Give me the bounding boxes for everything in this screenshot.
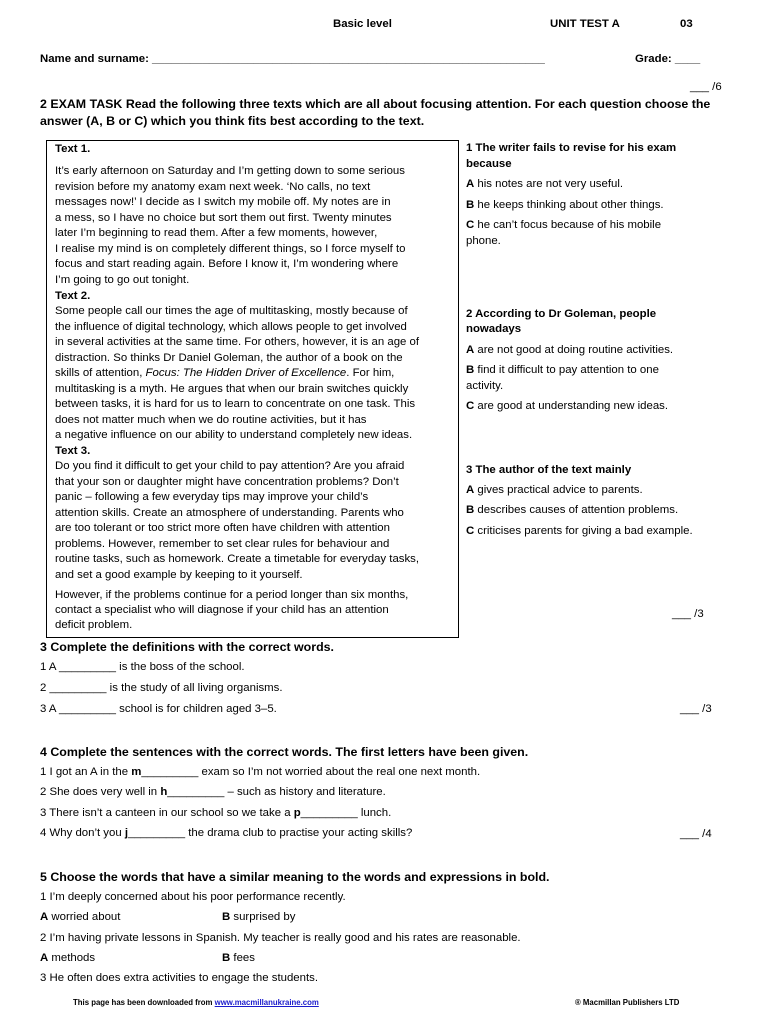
q3-stem: 3 The author of the text mainly (466, 464, 632, 476)
task5-q1: 1 I’m deeply concerned about his poor performance recently. (40, 891, 346, 903)
option-letter: A (40, 911, 49, 923)
text1-title: Text 1. (55, 143, 91, 155)
option-text: he can’t focus because of his mobile (474, 219, 662, 231)
q3-option-b[interactable] (466, 505, 678, 516)
item-text: _________ – such as history and literature. (167, 786, 386, 798)
option-text: worried about (48, 911, 121, 923)
text2-line: a negative influence on our ability to understand completely new ideas. (55, 429, 413, 441)
task5-q2-option-a[interactable] (40, 953, 95, 964)
option-text: describes causes of attention problems. (474, 504, 679, 516)
text2-line: does not matter much when we do routine activities, but it has (55, 414, 367, 426)
task5-q2-option-b[interactable] (222, 953, 255, 964)
text3-line: and set a good example by keeping to it yourself. (55, 569, 303, 581)
text1-line: later I’m beginning to read them. After a few moments, however, (55, 227, 378, 239)
q3-option-a[interactable] (466, 485, 643, 496)
name-field[interactable]: Name and surname: ______________________________________________________________ (40, 53, 545, 65)
option-text: are not good at doing routine activities. (474, 344, 674, 356)
option-text: are good at understanding new ideas. (474, 400, 669, 412)
task4-item[interactable] (40, 787, 386, 798)
option-letter: B (466, 364, 475, 376)
text1-line: I realise my mind is on completely different things, so I force myself to (55, 243, 406, 255)
text1-line: messages now!’ I decide as I switch my mobile off. My notes are in (55, 196, 391, 208)
text3-title: Text 3. (55, 445, 91, 457)
task4-score: ___ /4 (680, 828, 712, 840)
test-label: UNIT TEST A (550, 18, 620, 30)
option-letter: A (40, 952, 49, 964)
option-text: surprised by (230, 911, 296, 923)
text1-line: It’s early afternoon on Saturday and I’m getting down to some serious (55, 165, 405, 177)
q2-stem-line2: nowadays (466, 323, 522, 335)
text3-line: panic – following a few everyday tips may improve your child’s (55, 491, 369, 503)
q1-option-c[interactable] (466, 220, 661, 231)
task5-q1-option-b[interactable] (222, 912, 295, 923)
text2-line: in several activities at the same time. For others, however, it is an age of (55, 336, 420, 348)
text3-line: that your son or daughter might have concentration problems? Don’t (55, 476, 399, 488)
option-letter: B (222, 952, 231, 964)
text1-line: focus and start reading again. Before I know it, I’m wondering where (55, 258, 399, 270)
footer-link[interactable]: www.macmillanukraine.com (214, 998, 319, 1007)
option-text: his notes are not very useful. (474, 178, 624, 190)
test-number: 03 (680, 18, 693, 30)
q1-option-c-line2: phone. (466, 235, 501, 247)
text3-line: Do you find it difficult to get your child to pay attention? Are you afraid (55, 460, 405, 472)
footer-download (73, 999, 319, 1007)
text3-line: problems. However, remember to set clear rules for behaviour and (55, 538, 390, 550)
text2-line: multitasking is a myth. He argues that when our brain switches quickly (55, 383, 409, 395)
task5-q2: 2 I’m having private lessons in Spanish. My teacher is really good and his rates are reasonable. (40, 932, 521, 944)
item-text: _________ exam so I’m not worried about the real one next month. (141, 766, 481, 778)
task5-q3: 3 He often does extra activities to engage the students. (40, 972, 318, 984)
text2-line: Some people call our times the age of multitasking, mostly because of (55, 305, 408, 317)
text3-line: routine tasks, such as homework. Create a timetable for everyday tasks, (55, 553, 420, 565)
text1-line: revision before my anatomy exam next week. ‘No calls, no text (55, 181, 371, 193)
footer-download-text: This page has been downloaded from (73, 998, 215, 1007)
item-text: 1 I got an A in the (40, 766, 132, 778)
q1-stem-line2: because (466, 158, 512, 170)
text3-line: attention skills. Create an atmosphere of understanding. Parents who (55, 507, 404, 519)
score-top: ___ /6 (690, 81, 722, 93)
task3-item[interactable]: 2 _________ is the study of all living organisms. (40, 682, 283, 694)
item-text: _________ the drama club to practise your acting skills? (128, 827, 413, 839)
task3-score: ___ /3 (680, 703, 712, 715)
text3-line: are too tolerant or too strict more often have children with attention (55, 522, 390, 534)
text2-title: Text 2. (55, 290, 91, 302)
option-letter: B (222, 911, 231, 923)
task3-instruction: 3 Complete the definitions with the correct words. (40, 640, 334, 654)
option-letter: B (466, 199, 475, 211)
task2-instruction: 2 EXAM TASK Read the following three texts which are all about focusing attention. For each question choose the (40, 97, 711, 111)
text2-line: distraction. So thinks Dr Daniel Goleman, the author of a book on the (55, 352, 403, 364)
text2-line-start: skills of attention, (55, 367, 146, 379)
item-text: 4 Why don’t you (40, 827, 125, 839)
q2-option-a[interactable] (466, 345, 673, 356)
reading-passage-box (46, 140, 459, 638)
first-letter: h (160, 786, 168, 798)
q2-option-b[interactable] (466, 365, 659, 376)
text3-line: However, if the problems continue for a period longer than six months, (55, 589, 409, 601)
first-letter: j (124, 827, 129, 839)
first-letter: p (293, 807, 301, 819)
footer-copyright: ® Macmillan Publishers LTD (575, 998, 680, 1007)
option-text: criticises parents for giving a bad example. (474, 525, 693, 537)
q2-option-b-line2: activity. (466, 380, 504, 392)
text2-line: the influence of digital technology, which allows people to get involved (55, 321, 407, 333)
q1-option-b[interactable] (466, 200, 664, 211)
option-text: find it difficult to pay attention to one (474, 364, 659, 376)
task3-item[interactable]: 1 A _________ is the boss of the school. (40, 661, 245, 673)
task3-item[interactable]: 3 A _________ school is for children aged 3–5. (40, 703, 277, 715)
option-letter: A (466, 484, 475, 496)
book-title: Focus: The Hidden Driver of Excellence (145, 367, 347, 379)
option-letter: C (466, 525, 475, 537)
option-letter: A (466, 178, 475, 190)
q2-option-c[interactable] (466, 401, 668, 412)
grade-field[interactable]: Grade: ____ (635, 53, 701, 65)
text2-line-end: . For him, (346, 367, 395, 379)
first-letter: m (131, 766, 142, 778)
option-letter: C (466, 219, 475, 231)
text2-line-with-book-title (55, 368, 394, 379)
level-label: Basic level (333, 18, 392, 30)
item-text: 3 There isn’t a canteen in our school so we take a (40, 807, 294, 819)
task4-item[interactable] (40, 808, 391, 819)
option-text: he keeps thinking about other things. (474, 199, 664, 211)
task4-instruction: 4 Complete the sentences with the correct words. The first letters have been given. (40, 745, 529, 759)
q1-stem: 1 The writer fails to revise for his exam (466, 142, 677, 154)
task4-item[interactable] (40, 828, 412, 839)
text3-line: contact a specialist who will diagnose if your child has an attention (55, 604, 389, 616)
text1-line: I’m going to go out tonight. (55, 274, 190, 286)
option-text: gives practical advice to parents. (474, 484, 643, 496)
option-letter: A (466, 344, 475, 356)
q2-stem: 2 According to Dr Goleman, people (466, 308, 657, 320)
text3-line: deficit problem. (55, 619, 133, 631)
q3-option-c[interactable] (466, 526, 693, 537)
text2-line: between tasks, it is hard for us to learn to concentrate on one task. This (55, 398, 416, 410)
option-text: methods (48, 952, 96, 964)
task4-item[interactable] (40, 767, 480, 778)
task2-score: ___ /3 (672, 608, 704, 620)
option-letter: B (466, 504, 475, 516)
task2-instruction-line2: answer (A, B or C) which you think fits best according to the text. (40, 114, 425, 128)
option-letter: C (466, 400, 475, 412)
q1-option-a[interactable] (466, 179, 623, 190)
task5-q1-option-a[interactable] (40, 912, 120, 923)
item-text: 2 She does very well in (40, 786, 161, 798)
task5-instruction: 5 Choose the words that have a similar meaning to the words and expressions in bold. (40, 870, 550, 884)
option-text: fees (230, 952, 255, 964)
text1-line: a mess, so I have no choice but sort them out first. Twenty minutes (55, 212, 392, 224)
item-text: _________ lunch. (300, 807, 392, 819)
